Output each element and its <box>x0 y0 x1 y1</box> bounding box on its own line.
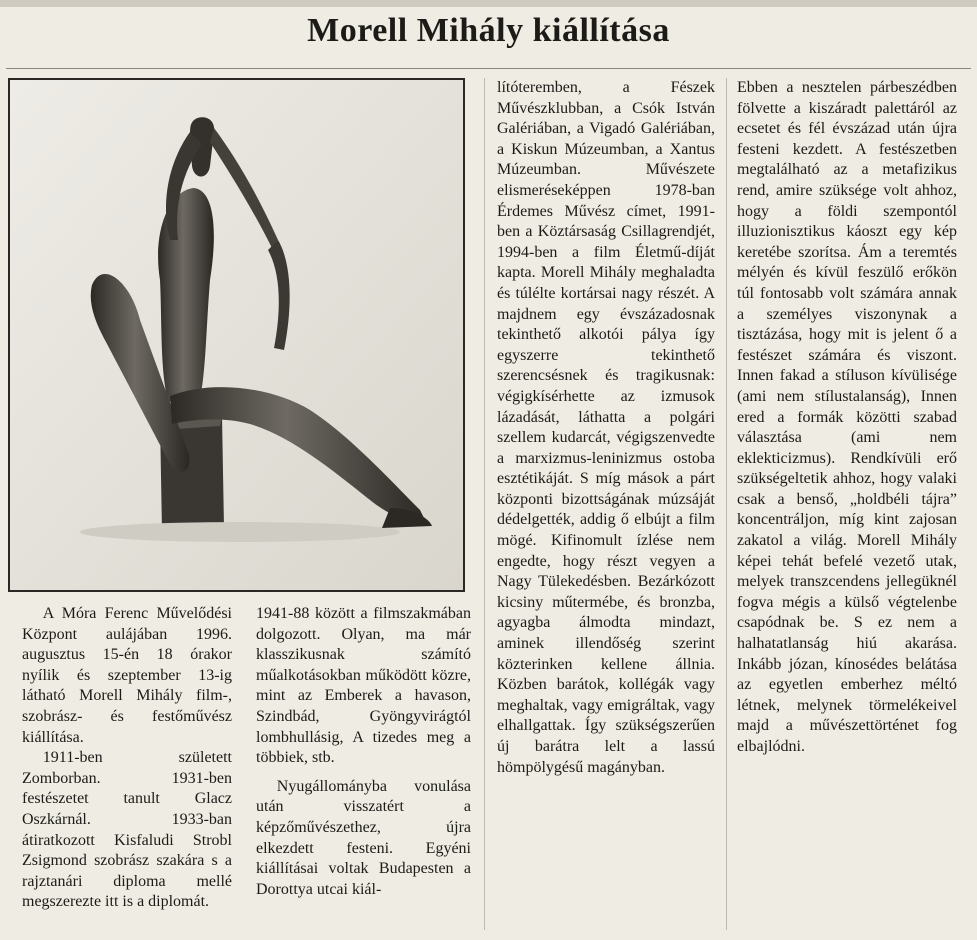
sculpture-photo <box>8 78 465 592</box>
article-column-1 <box>22 604 232 913</box>
column-divider <box>484 78 485 930</box>
article-column-2 <box>256 604 471 900</box>
top-rule <box>0 0 977 7</box>
paragraph: Nyugállományba vonulása után visszatért a képzőművészethez, újra elkezdett festeni. Egyéni kiállításai voltak Budapesten a Dorottya utcai kiál- <box>256 777 471 898</box>
column-divider <box>726 78 727 930</box>
article-title: Morell Mihály kiállítása <box>307 12 670 49</box>
paragraph: 1941-88 között a filmszakmában dolgozott. Olyan, ma már klasszikusnak számító műalkotásokban működött közre, mint az Emberek a havason, Szindbád, Gyöngyvirágtól lombhullásig, A tizedes meg a többiek, stb. <box>256 605 471 767</box>
paragraph: 1911-ben született Zomborban. 1931-ben festészetet tanult Glacz Oszkárnál. 1933-ban átiratkozott Kisfaludi Strobl Zsigmond szobrász szakára s a rajztanári diploma mellé megszerezte itt is a diplomát. <box>22 749 232 911</box>
sculpture-illustration <box>10 80 463 590</box>
paragraph: Ebben a nesztelen párbeszédben fölvette a kiszáradt palettáról az ecsetet és fél évszázad után újra festeni kezdett. A festészetben megtalálható az a metafizikus rend, amire szüksége volt ahhoz, hogy a földi szempontól illuzionisztikus káoszt egy kép keretébe szorítsa. Ám a teremtés mélyén és kívül feszülő erőkön túl fontosabb volt számára annak a személyes viszonynak a tisztázása, hogy mit is jelent ő a festészet számára és viszont. Innen fakad a stíluson kívülisége (ami nem stílustalanság), Innen ered a formák közötti szabad választása (ami nem eklekticizmus). Rendkívüli erő szükségeltetik ahhoz, hogy valaki csak a benső, „holdbéli tájra” koncentráljon, míg kint zajosan zakatol a világ. Morell Mihály képei tehát befelé vezető utak, melyek transzcendens jellegüknél fogva mégis a külső végtelenbe csapódnak be. S ez nem a halhatatlanság hiú akarása. Inkább józan, kínosédes belátása az egyetlen emberhez méltó létnek, melynek törmelékeivel majd a művészettörténet fog elbajlódni. <box>737 79 957 755</box>
article-column-4 <box>737 78 957 758</box>
article-column-3 <box>497 78 715 778</box>
paragraph: lítóteremben, a Fészek Művészklubban, a Csók István Galériában, a Vigadó Galériában, a Kiskun Múzeumban, a Xantus Múzeumban. Művészete elismeréseképpen 1978-ban Érdemes Művész címet, 1991-ben a Köztársaság Csillagrendjét, 1994-ben a film Életmű-díját kapta. Morell Mihály meghaladta és túlélte kortársai nagy részét. A majdnem egy évszázadosnak tekinthető alkotói pálya így egyszerre tekinthető szerencsésnek és tragikusnak: végigkísérhette az izmusok lázadását, láthatta a polgári szellem kudarcát, végigszenvedte a marxizmus-leninizmus ostoba esztétikáját. S míg mások a párt központi bizottságának múzsáját dédelgették, addig ő elbújt a film mögé. Kifinomult ízlése nem engedte, hogy részt vegyen a Nagy Tülekedésben. Bezárkózott kicsiny műtermébe, és bronzba, agyagba álmodta mindazt, aminek illendőség szerint közterinken kellene állnia. Közben barátok, kollégák vagy meghaltak, vagy emigráltak, vagy elhallgattak. Így szükségszerűen új barátra lelt a lassú hömpölygésű magányban. <box>497 79 715 776</box>
paragraph: A Móra Ferenc Művelődési Központ aulájában 1996. augusztus 15-én 18 órakor nyílik és szeptember 13-ig látható Morell Mihály film-, szobrász- és festőművész kiállítása. <box>22 605 232 746</box>
title-rule <box>6 68 971 69</box>
